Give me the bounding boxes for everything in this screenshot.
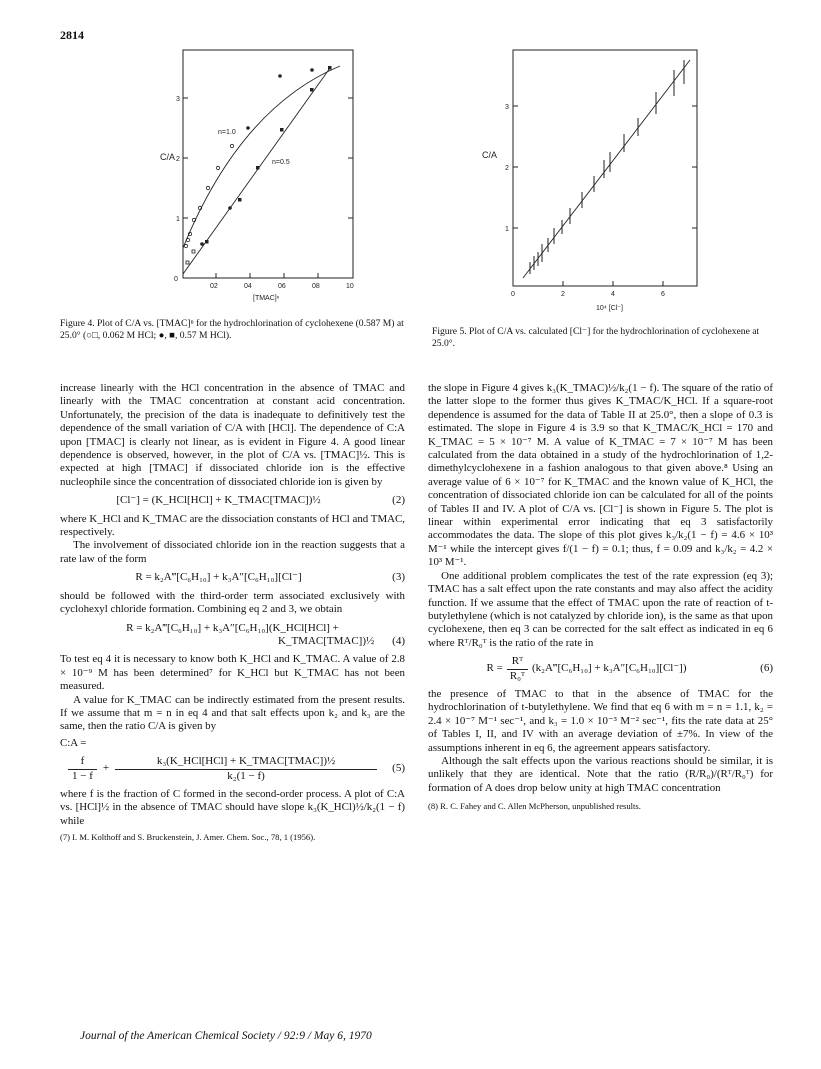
equation-5-plus: + <box>102 762 110 775</box>
figure-5-caption: Figure 5. Plot of C/A vs. calculated [Cl⁻] for the hydrochlorination of cyclohexene at 25.0°. <box>432 326 760 349</box>
figure-5-xtick-6: 6 <box>661 291 665 298</box>
figure-4-open-points <box>184 144 233 264</box>
figure-4-curve-label-n05: n=0.5 <box>272 159 290 166</box>
left-paragraph-2: where K_HCl and K_TMAC are the dissociation constants of HCl and TMAC, respectively. <box>60 512 405 539</box>
figure-4-plot <box>160 48 360 308</box>
left-paragraph-5: To test eq 4 it is necessary to know both K_HCl and K_TMAC. A value of 2.8 × 10⁻⁹ M has been determined⁷ for K_HCl but K_TMAC has not been measured. <box>60 653 405 693</box>
equation-5-number: (5) <box>392 762 405 775</box>
equation-6 <box>428 655 773 683</box>
equation-6-lhs: R = <box>486 662 503 675</box>
figure-4-xtick-2: 04 <box>244 283 252 290</box>
figure-5-frame <box>513 50 697 286</box>
equation-3 <box>60 571 405 584</box>
left-paragraph-1: increase linearly with the HCl concentration in the absence of TMAC and linearly with the TMAC concentration at constant acid concentration. Unfortunately, the precision of the data is inadequate to definitively test the dependence of the small variation of C/A with [HCl]. The dependence of C:A upon [TMAC] is clearly not linear, as is evident in Figure 4. A good linear dependence is observed, however, in the plot of C/A vs. [TMAC]½. This is expected at high [TMAC] if dissociated chloride ion is the effective nucleophile since the concentration of dissociated chloride ion is given by <box>60 382 405 488</box>
equation-5-fraction-1 <box>68 755 97 783</box>
equation-5-fraction-1-numerator: f <box>80 755 85 768</box>
right-paragraph-1: the slope in Figure 4 gives k₃(K_TMAC)½/k₂(1 − f). The square of the ratio of the latter slope to the former thus gives K_TMAC/K_HCl. If a square-root dependence is assumed for the data of Table II at 25.0°, then a slope of 0.3 is estimated. The slope in Figure 4 is 3.9 so that K_TMAC/K_HCl = 170 and K_TMAC = 5 × 10⁻⁷ M. A value of K_TMAC = 7 × 10⁻⁷ M has been calculated from the data obtained in a study of the hydrochlorination of 1,2-dimethylcyclohexene in a fashion analogous to that given above.⁸ Using an average value of 6 × 10⁻⁷ for K_TMAC and the known value of K_HCl, the concentration of dissociated chloride ion can be calculated for all of the points of Tables II and IV. A plot of C/A vs. [Cl⁻] is shown in Figure 5. The plot is linear within experimental error indicating that eq 3 satisfactorily accommodates the data. The slope of this plot gives k₃/k₂(1 − f) = 4.6 × 10³ M⁻¹ while the intercept gives f/(1 − f) = 0.1; thus, f = 0.09 and k₃/k₂ = 4.2 × 10³ M⁻¹. <box>428 382 773 569</box>
journal-footer: Journal of the American Chemical Society / 92:9 / May 6, 1970 <box>80 1030 372 1042</box>
equation-6-fraction-numerator: Rᵀ <box>511 655 524 668</box>
figure-5-ytick-2: 2 <box>505 165 509 172</box>
equation-6-rhs: (k₂A‴[C₆H₁₀] + k₃A″[C₆H₁₀][Cl⁻]) <box>531 662 687 675</box>
figure-5-ytick-1: 1 <box>505 226 509 233</box>
figure-4-x-axis-label: [TMAC]ⁿ <box>253 295 280 302</box>
figure-5-xtick-0: 0 <box>511 291 515 298</box>
figure-4-ytick-0: 0 <box>174 276 178 283</box>
equation-2-body: [Cl⁻] = (K_HCl[HCl] + K_TMAC[TMAC])½ <box>116 494 321 507</box>
figure-4-curve-label-n1: n=1.0 <box>218 129 236 136</box>
equation-5-fraction-2-denominator: k₂(1 − f) <box>115 769 377 783</box>
left-paragraph-6: A value for K_TMAC can be indirectly estimated from the present results. If we assume that m = n in eq 4 and that salt effects upon k₂ and k₃ are the same, then the ratio C/A is given by <box>60 693 405 733</box>
figure-4-xtick-4: 08 <box>312 283 320 290</box>
figure-4-ytick-1: 1 <box>176 216 180 223</box>
figure-5-y-axis-label: C/A <box>482 150 498 160</box>
equation-4-line-2: K_TMAC[TMAC])½ <box>278 634 375 647</box>
figure-5-ytick-3: 3 <box>505 104 509 111</box>
right-paragraph-2: One additional problem complicates the test of the rate expression (eq 3); TMAC has a salt effect upon the rate constants and may also affect the acidity function. If we assume that the effect of TMAC upon the rate of reaction of t-butylethylene (which is not catalyzed by chloride ion), is the same as that upon cyclohexene, then eq 3 can be corrected for the salt effect as indicated in eq 6 where Rᵀ/R₀ᵀ is the ratio of the rate in <box>428 569 773 649</box>
page-number: 2814 <box>60 28 84 42</box>
figure-4-frame <box>183 50 353 278</box>
left-paragraph-4: should be followed with the third-order term associated exclusively with cyclohexyl chloride formation. Combining eq 2 and 3, we obtain <box>60 589 405 616</box>
equation-3-number: (3) <box>392 571 405 584</box>
left-footnote: (7) I. M. Kolthoff and S. Bruckenstein, J. Amer. Chem. Soc., 78, 1 (1956). <box>60 832 316 843</box>
equation-6-number: (6) <box>760 662 773 675</box>
equation-2-number: (2) <box>392 494 405 507</box>
figure-5-plot <box>478 48 708 318</box>
figure-5-xtick-2: 2 <box>561 291 565 298</box>
left-paragraph-3: The involvement of dissociated chloride ion in the reaction suggests that a rate law of the form <box>60 539 405 565</box>
figure-4-xtick-5: 10 <box>346 283 354 290</box>
equation-4-number: (4) <box>392 634 405 647</box>
right-footnote: (8) R. C. Fahey and C. Allen McPherson, unpublished results. <box>428 801 641 812</box>
figure-4-caption: Figure 4. Plot of C/A vs. [TMAC]ⁿ for the hydrochlorination of cyclohexene (0.587 M) at 25.0° (○□, 0.062 M HCl; ●, ■, 0.57 M HCl). <box>60 318 404 341</box>
equation-5 <box>60 755 405 783</box>
equation-6-fraction <box>507 655 528 683</box>
figure-5-ticks <box>513 106 697 286</box>
figure-4-ticks <box>183 98 353 278</box>
figure-4-y-axis-label: C/A <box>160 152 176 162</box>
right-column <box>428 382 773 812</box>
equation-6-fraction-denominator: R₀ᵀ <box>507 669 528 683</box>
figure-4-curve-n1 <box>183 66 340 248</box>
equation-5-fraction-1-denominator: 1 − f <box>68 769 97 783</box>
equation-4 <box>60 622 405 649</box>
figure-4-xtick-3: 06 <box>278 283 286 290</box>
figure-5-x-axis-label: 10⁴ [Cl⁻] <box>596 305 623 312</box>
equation-5-lhs: C:A = <box>60 736 87 749</box>
figure-4-xtick-1: 02 <box>210 283 218 290</box>
equation-5-fraction-2 <box>115 755 377 783</box>
equation-6-body <box>428 655 745 683</box>
left-column <box>60 382 405 843</box>
right-paragraph-4: Although the salt effects upon the various reactions should be similar, it is unlikely that they are identical. Note that the ratio (R/R₀)/(Rᵀ/R₀ᵀ) for formation of A does drop below unity at high TMAC concentration <box>428 754 773 794</box>
figure-4-ytick-2: 2 <box>176 156 180 163</box>
equation-4-line-1: R = k₂A‴[C₆H₁₀] + k₃A″[C₆H₁₀](K_HCl[HCl] + <box>126 621 339 634</box>
figure-5-error-bars <box>530 60 684 274</box>
figure-5-xtick-4: 4 <box>611 291 615 298</box>
equation-3-body: R = k₂A‴[C₆H₁₀] + k₃A″[C₆H₁₀][Cl⁻] <box>135 571 302 584</box>
right-paragraph-3: the presence of TMAC to that in the absence of TMAC for the hydrochlorination of t-butylethylene. We find that eq 6 with m = n = 1.1, k₂ = 2.4 × 10⁻⁷ M⁻¹ sec⁻¹, and k₃ = 1.0 × 10⁻³ M⁻² sec⁻¹, fits the rate data at 25° of Tables I, II, and IV with an average deviation of ±7%. In view of the assumptions inherent in eq 6, the agreement appears satisfactory. <box>428 687 773 754</box>
left-paragraph-7: where f is the fraction of C formed in the second-order process. A plot of C:A vs. [HCl]½ in the absence of TMAC should have slope k₃(K_HCl)½/k₂(1 − f) while <box>60 787 405 827</box>
equation-2 <box>60 494 405 507</box>
figure-4-ytick-3: 3 <box>176 96 180 103</box>
equation-5-fraction-2-numerator: k₃(K_HCl[HCl] + K_TMAC[TMAC])½ <box>156 755 336 768</box>
